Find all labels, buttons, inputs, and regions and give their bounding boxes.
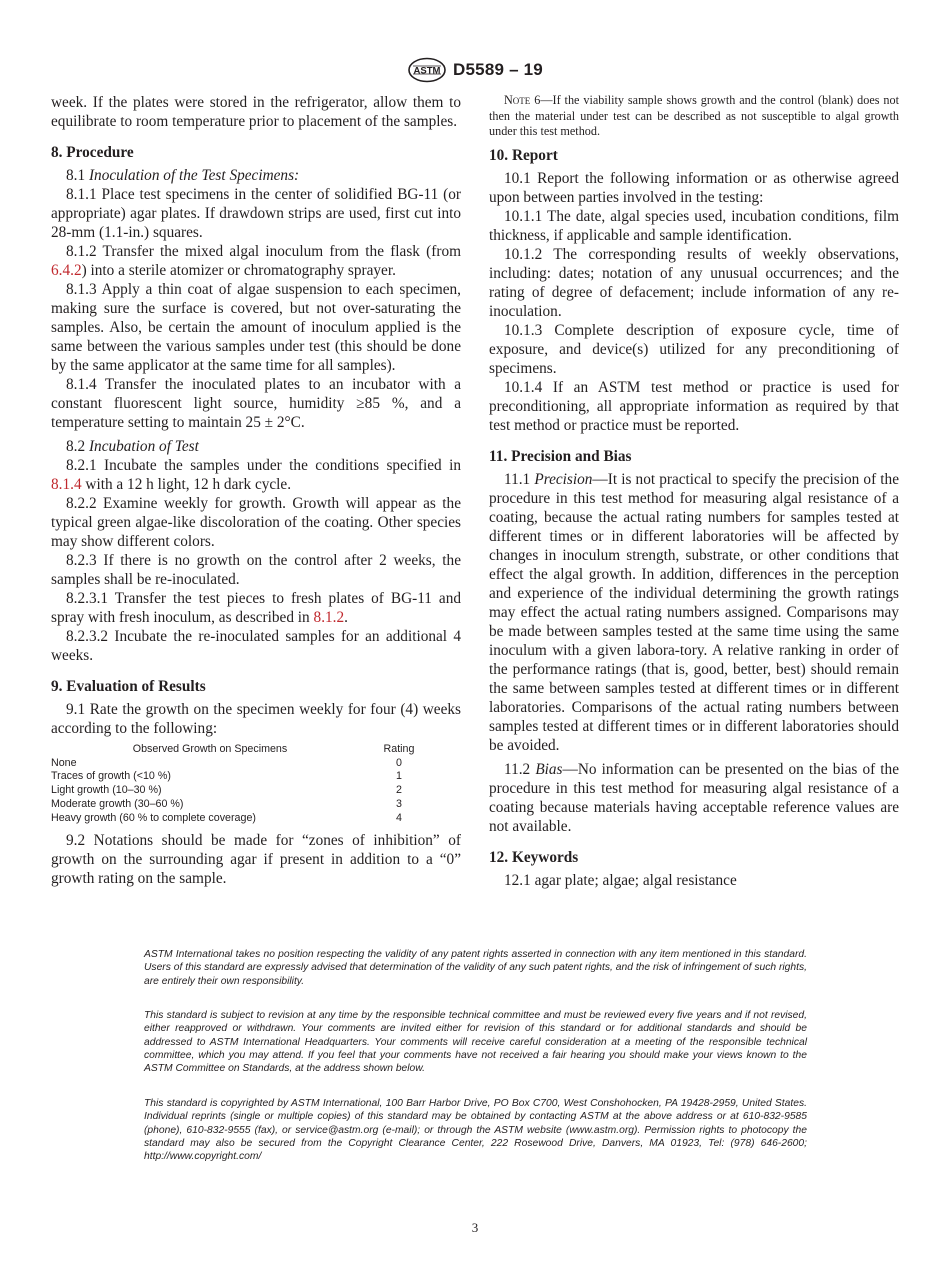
clause-8-2-1 [51,456,461,494]
rating-table-header [51,743,429,757]
clause-8-2 [51,437,461,456]
rating-cell: 1 [396,770,402,783]
clause-9-1: 9.1 Rate the growth on the specimen weekly for four (4) weeks according to the following: [51,701,461,737]
clause-8-1-4: 8.1.4 Transfer the inoculated plates to an incubator with a constant fluorescent light source, humidity ≥85 %, and a temperature setting to maintain 25 ± 2°C. [51,376,461,431]
clause-10-1: 10.1 Report the following information or as otherwise agreed upon between parties involved in the testing: [489,169,899,206]
column-header-growth: Observed Growth on Specimens [132,743,288,755]
clause-text: . [344,609,348,626]
note-label: Note [504,93,531,107]
growth-cell: Traces of growth (<10 %) [51,770,171,783]
column-header-rating: Rating [383,743,415,755]
patent-notice: ASTM International takes no position respecting the validity of any patent rights asserted in connection with any item mentioned in this standard. Users of this standard are expressly advised that determination of the validity of any such patent rights, and the risk of infringement of such rights, are entirely their own responsibility. [144,949,807,987]
clause-text: —No information can be presented on the bias of the procedure in this test method for measuring algal resistance of a coating because materials having acceptable reference values are not available. [489,760,899,835]
clause-10-1-4: 10.1.4 If an ASTM test method or practice is used for preconditioning, all appropriate information as required by that test method or practice must be reported. [489,378,899,434]
rating-table [51,743,429,825]
clause-11-2 [489,760,899,836]
clause-text: 8.2.1 Incubate the samples under the conditions specified in [66,457,461,474]
clause-12-1: 12.1 agar plate; algae; algal resistance [504,871,737,889]
clause-title: Incubation of Test [88,438,199,455]
table-row [51,798,429,812]
clause-text: ) into a sterile atomizer or chromatography sprayer. [81,262,396,279]
left-column [51,93,461,888]
clause-11-1 [489,470,899,755]
clause-8-2-3-2: 8.2.3.2 Incubate the re-inoculated samples for an additional 4 weeks. [51,628,461,664]
clause-number: 8.1 [66,167,86,184]
section-11-heading: 11. Precision and Bias [489,447,632,465]
clause-text: —It is not practical to specify the precision of the procedure in this test method for measuring algal resistance of a coating, because the actual rating numbers for samples tested at different times or in different laboratories will be affected by changes in inoculum strength, substrate, or other conditions that effect the algal growth. In addition, differences in the perception and experience of the individual determining the growth ratings may effect the actual rating numbers assigned. Comparisons may be made between samples tested at the same time using the same inoculum with a given labora-tory. A relative ranking in order of the performance ratings (that is, good, better, best) should remain the same between samples tested at different times or in different laboratories. Comparisons of the actual rating numbers between samples tested at different times or in different laboratories should be avoided. [489,470,899,754]
growth-cell: Heavy growth (60 % to complete coverage) [51,811,256,824]
ref-link-8-1-2[interactable]: 8.1.2 [313,609,345,626]
table-row [51,757,429,771]
note-6 [489,93,899,140]
clause-text: 8.2.3.1 Transfer the test pieces to fresh plates of BG-11 and spray with fresh inoculum, as described in [51,590,461,626]
table-row [51,812,429,826]
clause-10-1-2: 10.1.2 The corresponding results of weekly observations, including: dates; notation of any unusual occurrences; and the rating of degree of defacement; include information of any re-inoculation. [489,245,899,320]
clause-8-1-2 [51,242,461,280]
table-row [51,770,429,784]
clause-number: 11.2 [504,760,531,778]
clause-10-1-1: 10.1.1 The date, algal species used, incubation conditions, film thickness, if applicable and sample identification. [489,207,899,244]
section-9-heading: 9. Evaluation of Results [51,678,206,695]
rating-cell: 2 [396,784,402,797]
ref-link-6-4-2[interactable]: 6.4.2 [51,262,82,279]
clause-9-2: 9.2 Notations should be made for “zones of inhibition” of growth on the surrounding agar if present in addition to a “0” growth rating on the sample. [51,832,461,888]
section-10-heading: 10. Report [489,146,558,164]
page-number: 3 [471,1220,479,1235]
right-column [489,93,899,890]
clause-text: with a 12 h light, 12 h dark cycle. [81,476,292,493]
growth-cell: None [51,756,77,769]
clause-term: Bias [535,760,563,778]
copyright-notice: This standard is copyrighted by ASTM International, 100 Barr Harbor Drive, PO Box C700, West Conshohocken, PA 19428-2959, United States. Individual reprints (single or multiple copies) of this standard may be obtained by contacting ASTM at the above address or at 610-832-9585 (phone), 610-832-9555 (fax), or service@astm.org (e-mail); or through the ASTM website (www.astm.org). Permission rights to photocopy the standard may also be secured from the Copyright Clearance Center, 222 Rosewood Drive, Danvers, MA 01923, Tel: (978) 646-2600; http://www.copyright.com/ [144,1098,807,1163]
clause-number: 11.1 [504,470,531,488]
paragraph-continuation: week. If the plates were stored in the refrigerator, allow them to equilibrate to room temperature prior to placement of the samples. [51,94,461,130]
revision-notice: This standard is subject to revision at any time by the responsible technical committee and must be reviewed every five years and if not revised, either reapproved or withdrawn. Your comments are invited either for revision of this standard or for additional standards and should be addressed to ASTM International Headquarters. Your comments will receive careful consideration at a meeting of the responsible technical committee, which you may attend. If you feel that your comments have not received a fair hearing you should make your views known to the ASTM Committee on Standards, at the address shown below. [144,1010,807,1075]
section-8-heading: 8. Procedure [51,144,134,161]
astm-logo-icon [407,57,447,83]
clause-text: 8.1.2 Transfer the mixed algal inoculum from the flask (from [66,243,461,260]
rating-cell: 4 [396,811,402,824]
note-text: 6—If the viability sample shows growth and the control (blank) does not then the material under test can be described as not susceptible to algal growth under this test method. [489,93,899,138]
growth-cell: Light growth (10–30 %) [51,784,162,797]
clause-8-2-3-1 [51,589,461,627]
clause-title: Inoculation of the Test Specimens: [88,167,300,184]
clause-number: 8.2 [66,438,86,455]
clause-8-2-3: 8.2.3 If there is no growth on the control after 2 weeks, the samples shall be re-inoculated. [51,552,461,588]
page-header [0,56,950,84]
clause-10-1-3: 10.1.3 Complete description of exposure cycle, time of exposure, and device(s) utilized for any preconditioning of specimens. [489,321,899,377]
clause-8-1-3: 8.1.3 Apply a thin coat of algae suspension to each specimen, making sure the surface is covered, but not over-saturating the samples. Also, be certain the amount of inoculum applied is the same between the various samples under test (this should be done by the same applicator at the same time for all samples). [51,281,461,374]
logo-text: ASTM [413,65,441,77]
rating-cell: 0 [396,756,402,769]
clause-8-1 [51,166,461,185]
clause-term: Precision [534,470,593,488]
growth-cell: Moderate growth (30–60 %) [51,797,184,810]
clause-8-2-2: 8.2.2 Examine weekly for growth. Growth will appear as the typical green algae-like discoloration of the coating. Other species may show different colors. [51,495,461,550]
section-12-heading: 12. Keywords [489,848,579,866]
clause-8-1-1: 8.1.1 Place test specimens in the center of solidified BG-11 (or appropriate) agar plates. If drawdown strips are used, first cut into 28-mm (1.1-in.) squares. [51,186,461,241]
document-id: D5589 – 19 [453,60,543,79]
ref-link-8-1-4[interactable]: 8.1.4 [51,476,82,493]
rating-cell: 3 [396,797,402,810]
table-row [51,784,429,798]
